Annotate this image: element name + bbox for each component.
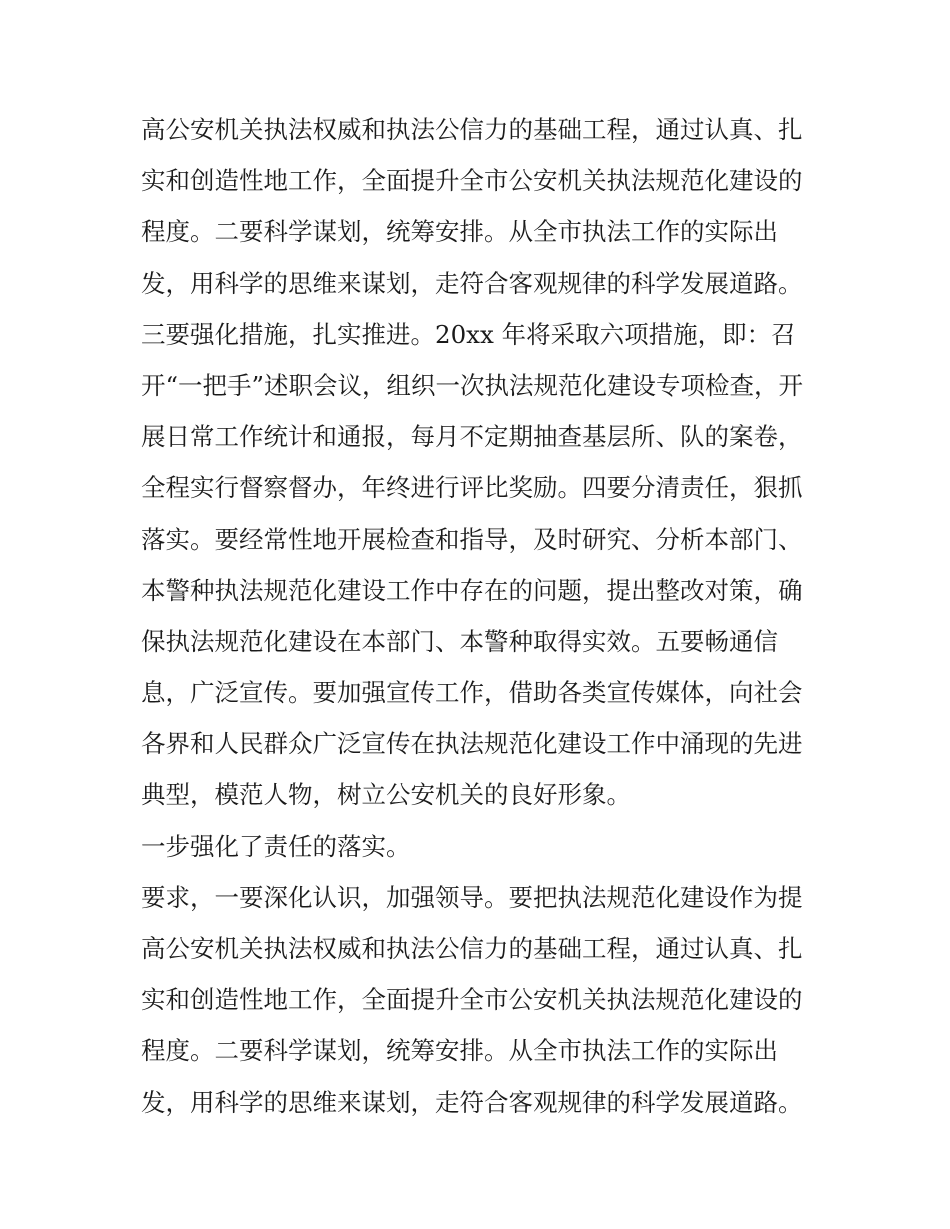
text-line: 落实。要经常性地开展检查和指导，及时研究、分析本部门、 [141,524,803,554]
text-line: 程度。二要科学谋划，统筹安排。从全市执法工作的实际出 [141,217,778,247]
text-line: 实和创造性地工作，全面提升全市公安机关执法规范化建设的 [141,985,803,1015]
text-line: 高公安机关执法权威和执法公信力的基础工程，通过认真、扎 [141,115,803,144]
text-line: 发，用科学的思维来谋划，走符合客观规律的科学发展道路。 [141,268,803,298]
text-line: 要求，一要深化认识，加强领导。要把执法规范化建设作为提 [141,882,803,912]
text-line: 高公安机关执法权威和执法公信力的基础工程，通过认真、扎 [141,934,803,963]
text-line: 程度。二要科学谋划，统筹安排。从全市执法工作的实际出 [141,1036,778,1066]
text-line: 息，广泛宣传。要加强宣传工作，借助各类宣传媒体，向社会 [141,678,803,708]
text-line: 本警种执法规范化建设工作中存在的问题，提出整改对策，确 [141,575,803,605]
text-line: 全程实行督察督办，年终进行评比奖励。四要分清责任，狠抓 [141,473,803,503]
document-body [141,104,821,1128]
text-line: 一步强化了责任的落实。 [141,831,411,861]
text-line: 典型，模范人物，树立公安机关的良好形象。 [141,780,631,810]
text-line: 开“一把手”述职会议，组织一次执法规范化建设专项检查，开 [141,370,804,400]
text-line: 发，用科学的思维来谋划，走符合客观规律的科学发展道路。 [141,1087,803,1117]
text-line: 保执法规范化建设在本部门、本警种取得实效。五要畅通信 [141,626,778,656]
text-line: 三要强化措施，扎实推进。20xx 年将采取六项措施，即：召 [141,319,796,349]
text-line: 实和创造性地工作，全面提升全市公安机关执法规范化建设的 [141,166,803,196]
text-line: 展日常工作统计和通报，每月不定期抽查基层所、队的案卷， [141,422,803,452]
text-line: 各界和人民群众广泛宣传在执法规范化建设工作中涌现的先进 [141,729,803,759]
